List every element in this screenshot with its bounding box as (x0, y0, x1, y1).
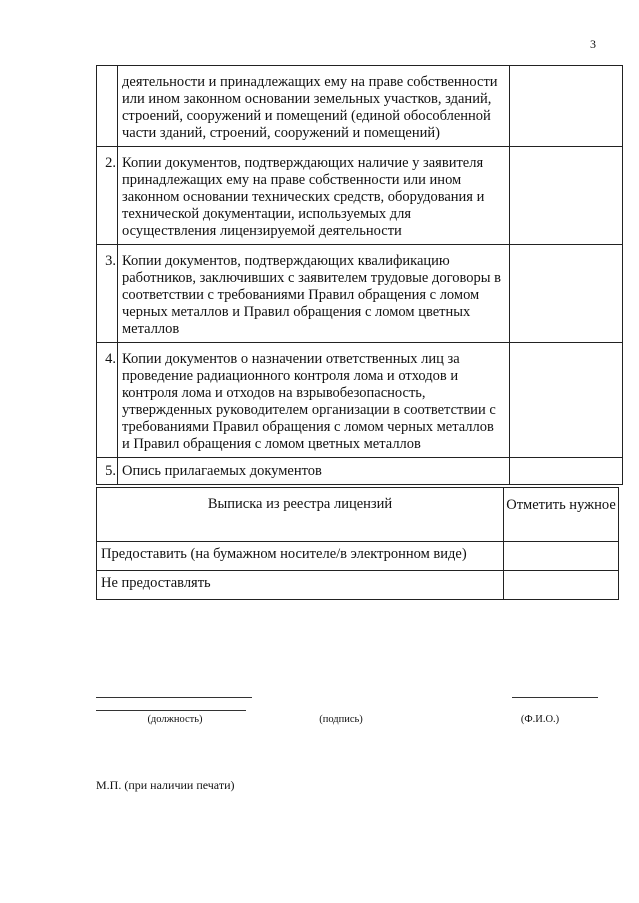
mark-cell[interactable] (510, 458, 623, 485)
row-number: 3. (97, 245, 118, 343)
mark-cell[interactable] (504, 571, 619, 600)
table-row (97, 66, 623, 147)
position-line-lower[interactable] (96, 710, 246, 711)
mark-cell[interactable] (510, 147, 623, 245)
stamp-note: М.П. (при наличии печати) (96, 778, 235, 792)
table-row (97, 147, 623, 245)
table-row (97, 458, 623, 485)
mark-cell[interactable] (510, 245, 623, 343)
option-provide: Предоставить (на бумажном носителе/в электронном виде) (97, 542, 504, 571)
name-line[interactable] (512, 697, 598, 698)
row-number: 2. (97, 147, 118, 245)
row-number: 4. (97, 343, 118, 458)
mark-column-header: Отметить нужное (504, 488, 619, 542)
table-row (97, 343, 623, 458)
document-description: Копии документов, подтверждающих наличие у заявителя принадлежащих ему на праве собственности или ином законном основании технических средств, оборудования и технической документации, используемых для осуществления лицензируемой деятельности (118, 147, 510, 245)
option-do-not-provide: Не предоставлять (97, 571, 504, 600)
table-row (97, 542, 619, 571)
document-description: Копии документов о назначении ответственных лиц за проведение радиационного контроля лома и отходов и контроля лома и отходов на взрывобезопасность, утвержденных руководителем организации в соответствии с требованиями Правил обращения с ломом черных металлов и Правил обращения с ломом цветных металлов (118, 343, 510, 458)
page-number: 3 (590, 37, 596, 51)
document-description: деятельности и принадлежащих ему на праве собственности или ином законном основании земельных участков, зданий, строений, сооружений и помещений (единой обособленной части зданий, строений, сооружений и помещений) (118, 66, 510, 147)
row-number: 5. (97, 458, 118, 485)
registry-extract-header: Выписка из реестра лицензий (97, 488, 504, 542)
position-line-upper[interactable] (96, 697, 252, 698)
table-row (97, 571, 619, 600)
row-number (97, 66, 118, 147)
document-description: Копии документов, подтверждающих квалификацию работников, заключивших с заявителем трудовые договоры в соответствии с требованиями Правил обращения с ломом черных металлов и Правил обращения с ломом цветных металлов (118, 245, 510, 343)
documents-table (96, 65, 623, 485)
table-row (97, 245, 623, 343)
name-caption: (Ф.И.О.) (520, 714, 560, 725)
table-header-row (97, 488, 619, 542)
signature-caption: (подпись) (319, 714, 363, 725)
mark-cell[interactable] (510, 343, 623, 458)
registry-extract-table (96, 487, 619, 600)
position-caption: (должность) (147, 714, 203, 725)
mark-cell[interactable] (504, 542, 619, 571)
mark-cell[interactable] (510, 66, 623, 147)
document-description: Опись прилагаемых документов (118, 458, 510, 485)
